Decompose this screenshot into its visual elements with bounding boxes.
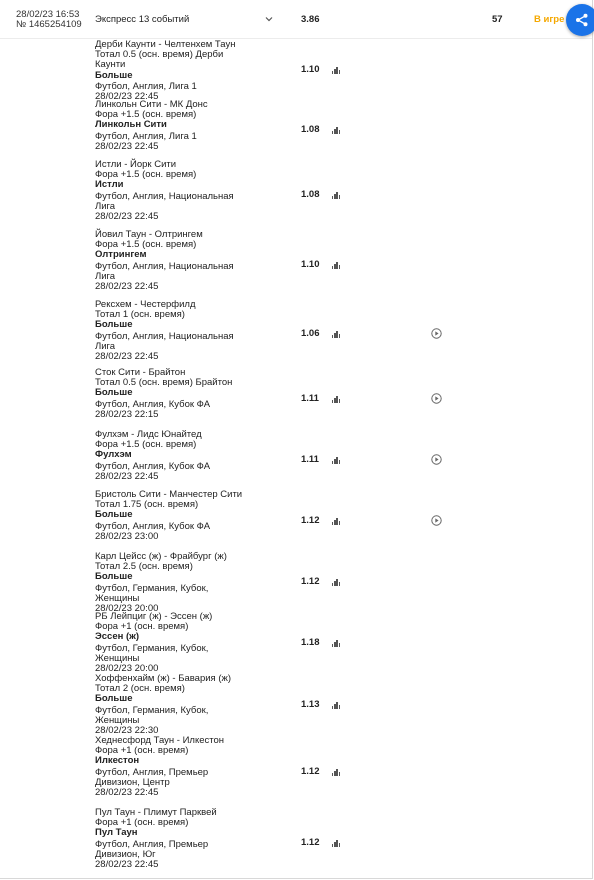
stats-bars-icon[interactable] — [332, 67, 340, 74]
event-league: Футбол, Англия, Лига 1 — [95, 80, 197, 92]
event-date: 28/02/23 20:00 — [95, 603, 159, 615]
event-match: Истли - Йорк Сити — [95, 159, 177, 170]
event-details — [95, 490, 245, 542]
stats-bars-icon[interactable] — [332, 262, 340, 269]
stats-bars-icon[interactable] — [332, 331, 340, 338]
event-league: Футбол, Англия, Кубок ФА — [95, 460, 211, 472]
stats-bars-icon[interactable] — [332, 192, 340, 199]
event-match: Линкольн Сити - МК Донс — [95, 99, 208, 110]
event-date: 28/02/23 22:45 — [95, 787, 159, 799]
play-circle-icon[interactable] — [431, 393, 442, 404]
coupon-title: Экспресс 13 событий — [95, 14, 190, 25]
event-row[interactable] — [0, 551, 592, 615]
event-details — [95, 736, 245, 798]
event-match: Хеднесфорд Таун - Илкестон — [95, 735, 225, 746]
event-match: Рексхем - Честерфилд — [95, 299, 196, 310]
event-odds: 1.08 — [301, 189, 320, 200]
coupon-date: 28/02/23 16:53 — [16, 9, 80, 20]
stats-bars-icon[interactable] — [332, 702, 340, 709]
event-date: 28/02/23 22:45 — [95, 91, 159, 103]
event-details — [95, 160, 245, 222]
event-row[interactable] — [0, 736, 592, 808]
play-circle-icon[interactable] — [431, 454, 442, 465]
bet-count: 57 — [492, 14, 503, 25]
event-selection: Больше — [95, 571, 133, 583]
event-date: 28/02/23 22:45 — [95, 281, 159, 293]
event-match: Дерби Каунти - Челтенхем Таун — [95, 39, 236, 50]
event-match: Йовил Таун - Олтрингем — [95, 229, 203, 240]
total-odds: 3.86 — [301, 14, 320, 25]
event-selection: Олтрингем — [95, 249, 147, 261]
stats-bars-icon[interactable] — [332, 396, 340, 403]
stats-bars-icon[interactable] — [332, 579, 340, 586]
event-odds: 1.12 — [301, 766, 320, 777]
event-date: 28/02/23 22:45 — [95, 211, 159, 223]
event-match: РБ Лейпциг (ж) - Эссен (ж) — [95, 611, 213, 622]
event-market: Тотал 2 (осн. время) — [95, 683, 185, 695]
coupon-header[interactable] — [0, 0, 592, 39]
event-date: 28/02/23 22:45 — [95, 470, 159, 482]
event-odds: 1.06 — [301, 328, 320, 339]
event-selection: Илкестон — [95, 755, 140, 767]
event-market: Фора +1 (осн. время) — [95, 745, 189, 757]
event-match: Пул Таун - Плимут Парквей — [95, 807, 217, 818]
event-date: 28/02/23 20:00 — [95, 663, 159, 675]
event-selection: Фулхэм — [95, 449, 132, 461]
event-market: Тотал 1 (осн. время) — [95, 309, 185, 321]
event-odds: 1.11 — [301, 454, 319, 465]
event-selection: Больше — [95, 319, 133, 331]
event-date: 28/02/23 23:00 — [95, 530, 159, 542]
event-details — [95, 368, 245, 420]
event-odds: 1.13 — [301, 699, 320, 710]
event-match: Бристоль Сити - Манчестер Сити — [95, 489, 243, 500]
event-selection: Линкольн Сити — [95, 119, 167, 131]
event-row[interactable] — [0, 300, 592, 368]
event-row[interactable] — [0, 490, 592, 552]
play-circle-icon[interactable] — [431, 515, 442, 526]
event-date: 28/02/23 22:45 — [95, 351, 159, 363]
event-league: Футбол, Англия, Национальная Лига — [95, 260, 234, 282]
event-details — [95, 100, 245, 152]
event-row[interactable] — [0, 100, 592, 160]
event-market: Тотал 1.75 (осн. время) — [95, 499, 199, 511]
event-selection: Эссен (ж) — [95, 631, 140, 643]
share-button[interactable] — [566, 4, 594, 36]
event-details — [95, 612, 245, 674]
event-odds: 1.08 — [301, 124, 320, 135]
event-market: Тотал 0.5 (осн. время) Брайтон — [95, 377, 233, 389]
event-match: Хоффенхайм (ж) - Бавария (ж) — [95, 673, 232, 684]
stats-bars-icon[interactable] — [332, 518, 340, 525]
event-selection: Больше — [95, 387, 133, 399]
event-odds: 1.11 — [301, 393, 319, 404]
event-league: Футбол, Англия, Кубок ФА — [95, 398, 211, 410]
event-date: 28/02/23 22:45 — [95, 140, 159, 152]
event-row[interactable] — [0, 612, 592, 674]
event-row[interactable] — [0, 368, 592, 430]
chevron-down-icon[interactable] — [264, 14, 274, 24]
event-date: 28/02/23 22:15 — [95, 408, 159, 420]
event-match: Сток Сити - Брайтон — [95, 367, 186, 378]
event-details — [95, 40, 245, 102]
event-league: Футбол, Англия, Национальная Лига — [95, 330, 234, 352]
event-row[interactable] — [0, 674, 592, 736]
event-selection: Истли — [95, 179, 124, 191]
event-league: Футбол, Германия, Кубок, Женщины — [95, 582, 209, 604]
event-market: Тотал 0.5 (осн. время) Дерби Каунти — [95, 49, 224, 71]
stats-bars-icon[interactable] — [332, 127, 340, 134]
event-market: Фора +1.5 (осн. время) — [95, 439, 197, 451]
event-odds: 1.18 — [301, 637, 320, 648]
event-details — [95, 674, 245, 736]
stats-bars-icon[interactable] — [332, 640, 340, 647]
share-icon — [575, 13, 589, 27]
event-market: Фора +1 (осн. время) — [95, 621, 189, 633]
event-selection: Больше — [95, 69, 133, 81]
event-odds: 1.10 — [301, 64, 320, 75]
event-details — [95, 808, 245, 870]
status-badge: В игре — [534, 14, 565, 25]
event-odds: 1.10 — [301, 259, 320, 270]
event-odds: 1.12 — [301, 576, 320, 587]
event-odds: 1.12 — [301, 515, 320, 526]
event-details — [95, 300, 245, 362]
event-date: 28/02/23 22:45 — [95, 859, 159, 871]
event-row[interactable] — [0, 160, 592, 230]
event-market: Фора +1.5 (осн. время) — [95, 239, 197, 251]
event-league: Футбол, Англия, Национальная Лига — [95, 190, 234, 212]
coupon-number: № 1465254109 — [16, 19, 82, 30]
stats-bars-icon[interactable] — [332, 457, 340, 464]
event-league: Футбол, Германия, Кубок, Женщины — [95, 704, 209, 726]
event-selection: Больше — [95, 693, 133, 705]
event-details — [95, 230, 245, 292]
play-circle-icon[interactable] — [431, 328, 442, 339]
event-date: 28/02/23 22:30 — [95, 725, 159, 737]
event-selection: Пул Таун — [95, 827, 138, 839]
event-market: Тотал 2.5 (осн. время) — [95, 561, 193, 573]
event-league: Футбол, Англия, Лига 1 — [95, 130, 197, 142]
event-row[interactable] — [0, 230, 592, 300]
event-odds: 1.12 — [301, 837, 320, 848]
event-league: Футбол, Англия, Премьер Дивизион, Юг — [95, 838, 209, 860]
event-details — [95, 552, 245, 614]
event-selection: Больше — [95, 509, 133, 521]
event-market: Фора +1.5 (осн. время) — [95, 109, 197, 121]
event-match: Фулхэм - Лидс Юнайтед — [95, 429, 202, 440]
event-row[interactable] — [0, 808, 592, 878]
event-row[interactable] — [0, 39, 592, 103]
event-league: Футбол, Германия, Кубок, Женщины — [95, 642, 209, 664]
event-league: Футбол, Англия, Кубок ФА — [95, 520, 211, 532]
event-league: Футбол, Англия, Премьер Дивизион, Центр — [95, 766, 209, 788]
event-details — [95, 430, 245, 482]
event-market: Фора +1 (осн. время) — [95, 817, 189, 829]
stats-bars-icon[interactable] — [332, 840, 340, 847]
event-row[interactable] — [0, 430, 592, 490]
stats-bars-icon[interactable] — [332, 769, 340, 776]
event-market: Фора +1.5 (осн. время) — [95, 169, 197, 181]
event-match: Карл Цейсс (ж) - Фрайбург (ж) — [95, 551, 227, 562]
